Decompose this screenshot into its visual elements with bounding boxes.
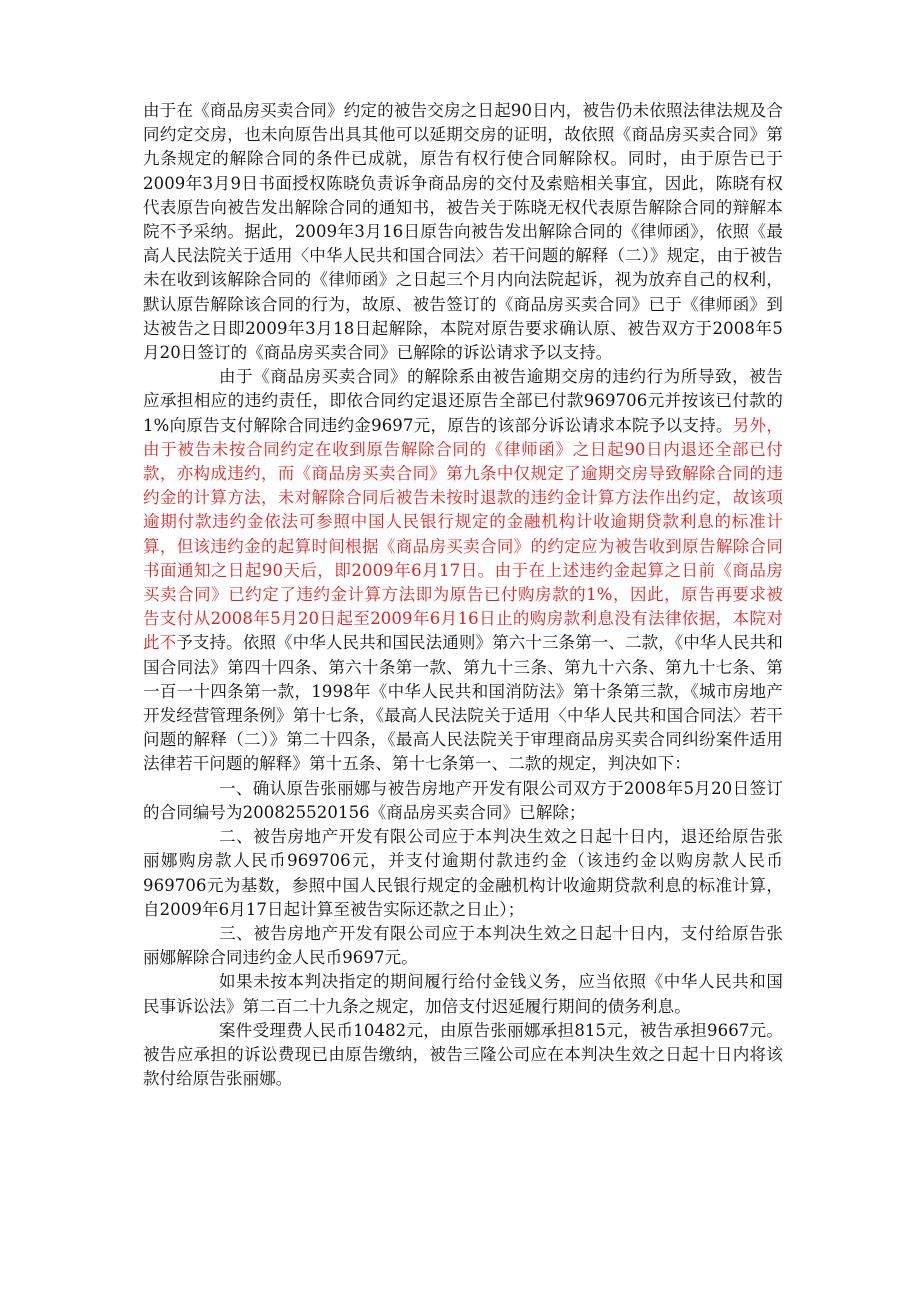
paragraph-text: 予支持。依照《中华人民共和国民法通则》第六十三条第一、二款，《中华人民共和国合同法》第四十四条、第六十条第一款、第九十三条、第九十六条、第九十七条、第一百一十四条第一款，1998年《中华人民共和国消防法》第十条第三款，《城市房地产开发经营管理条例》第十七条，《最高人民法院关于适用〈中华人民共和国合同法〉若干问题的解释（二）》第二十四条，《最高人民法院关于审理商品房买卖合同纠纷案件适用法律若干问题的解释》第十五条、第十七条第一、二款的规定，判决如下： (143, 633, 783, 774)
paragraph-text: 由于在《商品房买卖合同》约定的被告交房之日起90日内，被告仍未依照法律法规及合同约定交房，也未向原告出具其他可以延期交房的证明，故依照《商品房买卖合同》第九条规定的解除合同的条件已成就，原告有权行使合同解除权。同时，由于原告已于2009年3月9日书面授权陈晓负责诉争商品房的交付及索赔相关事宜，因此，陈晓有权代表原告向被告发出解除合同的通知书，被告关于陈晓无权代表原告解除合同的辩解本院不予采纳。据此，2009年3月16日原告向被告发出解除合同的《律师函》，依照《最高人民法院关于适用〈中华人民共和国合同法〉若干问题的解释（二）》规定，由于被告未在收到该解除合同的《律师函》之日起三个月内向法院起诉，视为放弃自己的权利，默认原告解除该合同的行为，故原、被告签订的《商品房买卖合同》已于《律师函》到达被告之日即2009年3月18日起解除，本院对原告要求确认原、被告双方于2008年5月20日签订的《商品房买卖合同》已解除的诉讼请求予以支持。 (143, 101, 783, 363)
paragraph-text: 由于《商品房买卖合同》的解除系由被告逾期交房的违约行为所导致，被告应承担相应的违约责任，即依合同约定退还原告全部已付款969706元并按该已付款的1%向原告支付解除合同违约金9697元，原告的该部分诉讼请求本院予以支持。 (143, 367, 783, 435)
document-page (143, 99, 783, 1091)
paragraph-contract-termination (143, 99, 783, 365)
paragraph-late-performance (143, 970, 783, 1018)
highlighted-text: 另外，由于被告未按合同约定在收到原告解除合同的《律师函》之日起90日内退还全部已付款，亦构成违约，而《商品房买卖合同》第九条中仅规定了逾期交房导致解除合同的违约金的计算方法，未对解除合同后被告未按时退款的违约金计算方法作出约定，故该项逾期付款违约金依法可参照中国人民银行规定的金融机构计收逾期贷款利息的标准计算，但该违约金的起算时间根据《商品房买卖合同》的约定应为被告收到原告解除合同书面通知之日起90天后，即2009年6月17日。由于在上述违约金起算之日前《商品房买卖合同》已约定了违约金计算方法即为原告已付购房款的1%，因此，原告再要求被告支付从2008年5月20日起至2009年6月16日止的购房款利息没有法律依据，本院对此不 (143, 415, 783, 653)
judgment-item-2 (143, 825, 783, 922)
judgment-item-3 (143, 922, 783, 970)
paragraph-text: 案件受理费人民币10482元，由原告张丽娜承担815元，被告承担9667元。被告应承担的诉讼费现已由原告缴纳，被告三隆公司应在本判决生效之日起十日内将该款付给原告张丽娜。 (143, 1020, 783, 1089)
paragraph-liability-and-judgment-basis (143, 365, 783, 776)
paragraph-text: 二、被告房地产开发有限公司应于本判决生效之日起十日内，退还给原告张丽娜购房款人民币969706元，并支付逾期付款违约金（该违约金以购房款人民币969706元为基数，参照中国人民银行规定的金融机构计收逾期贷款利息的标准计算，自2009年6月17日起计算至被告实际还款之日止）； (143, 827, 783, 919)
paragraph-court-fees (143, 1019, 783, 1092)
paragraph-text: 三、被告房地产开发有限公司应于本判决生效之日起十日内，支付给原告张丽娜解除合同违约金人民币9697元。 (143, 923, 783, 968)
paragraph-text: 一、确认原告张丽娜与被告房地产开发有限公司双方于2008年5月20日签订的合同编号为200825520156《商品房买卖合同》已解除； (143, 778, 783, 822)
judgment-item-1 (143, 777, 783, 825)
paragraph-text: 如果未按本判决指定的期间履行给付金钱义务，应当依照《中华人民共和国民事诉讼法》第二百二十九条之规定，加倍支付迟延履行期间的债务利息。 (143, 972, 783, 1016)
